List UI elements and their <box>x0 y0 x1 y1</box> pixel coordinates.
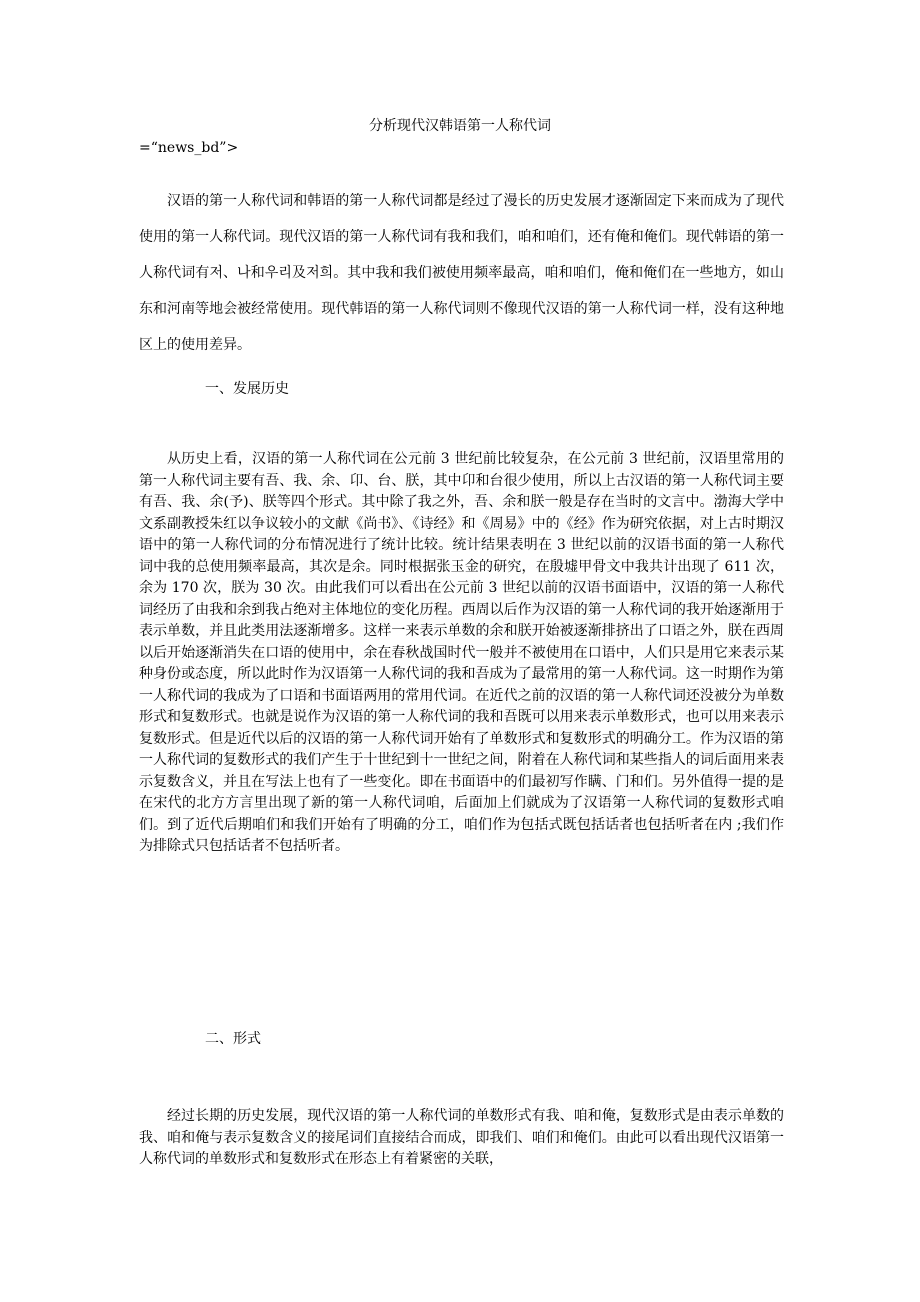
section-heading-history: 一、发展历史 <box>205 381 289 397</box>
paragraph-intro: 汉语的第一人称代词和韩语的第一人称代词都是经过了漫长的历史发展才逐渐固定下来而成为了现代使用的第一人称代词。现代汉语的第一人称代词有我和我们，咱和咱们，还有俺和俺们。现代韩语的第一人称代词有저、나和우리及저희。其中我和我们被使用频率最高，咱和咱们，俺和俺们在一些地方，如山东和河南等地会被经常使用。现代韩语的第一人称代词则不像现代汉语的第一人称代词一样，没有这种地区上的使用差异。 <box>139 193 784 353</box>
section-heading-form: 二、形式 <box>205 1031 261 1047</box>
paragraph-form: 经过长期的历史发展，现代汉语的第一人称代词的单数形式有我、咱和俺，复数形式是由表示单数的我、咱和俺与表示复数含义的接尾词们直接结合而成，即我们、咱们和俺们。由此可以看出现代汉语第一人称代词的单数形式和复数形式在形态上有着紧密的关联， <box>139 1108 784 1167</box>
stray-markup-text: =“news_bd”> <box>139 140 239 156</box>
paragraph-history: 从历史上看，汉语的第一人称代词在公元前 3 世纪前比较复杂，在公元前 3 世纪前，汉语里常用的第一人称代词主要有吾、我、余、卬、台、朕，其中卬和台很少使用，所以上古汉语的第一人称代词主要有吾、我、余(予)、朕等四个形式。其中除了我之外，吾、余和朕一般是存在当时的文言中。渤海大学中文系副教授朱红以争议较小的文献《尚书》、《诗经》和《周易》中的《经》作为研究依据，对上古时期汉语中的第一人称代词的分布情况进行了统计比较。统计结果表明在 3 世纪以前的汉语书面的第一人称代词中我的总使用频率最高，其次是余。同时根据张玉金的研究，在殷墟甲骨文中我共计出现了 611 次，余为 170 次，朕为 30 次。由此我们可以看出在公元前 3 世纪以前的汉语书面语中，汉语的第一人称代词经历了由我和余到我占绝对主体地位的变化历程。西周以后作为汉语的第一人称代词的我开始逐渐用于表示单数，并且此类用法逐渐增多。这样一来表示单数的余和朕开始被逐渐排挤出了口语之外，朕在西周以后开始逐渐消失在口语的使用中，余在春秋战国时代一般并不被使用在口语中，人们只是用它来表示某种身份或态度，所以此时作为汉语第一人称代词的我和吾成为了最常用的第一人称代词。这一时期作为第一人称代词的我成为了口语和书面语两用的常用代词。在近代之前的汉语的第一人称代词还没被分为单数形式和复数形式。也就是说作为汉语的第一人称代词的我和吾既可以用来表示单数形式，也可以用来表示复数形式。但是近代以后的汉语的第一人称代词开始有了单数形式和复数形式的明确分工。作为汉语的第一人称代词的复数形式的我们产生于十世纪到十一世纪之间，附着在人称代词和某些指人的词后面用来表示复数含义，并且在写法上也有了一些变化。即在书面语中的们最初写作瞒、门和们。另外值得一提的是在宋代的北方方言里出现了新的第一人称代词咱，后面加上们就成为了汉语第一人称代词的复数形式咱们。到了近代后期咱们和我们开始有了明确的分工，咱们作为包括式既包括话者也包括听者在内 ;我们作为排除式只包括话者不包括听者。 <box>139 451 784 854</box>
document-title: 分析现代汉韩语第一人称代词 <box>369 118 551 134</box>
